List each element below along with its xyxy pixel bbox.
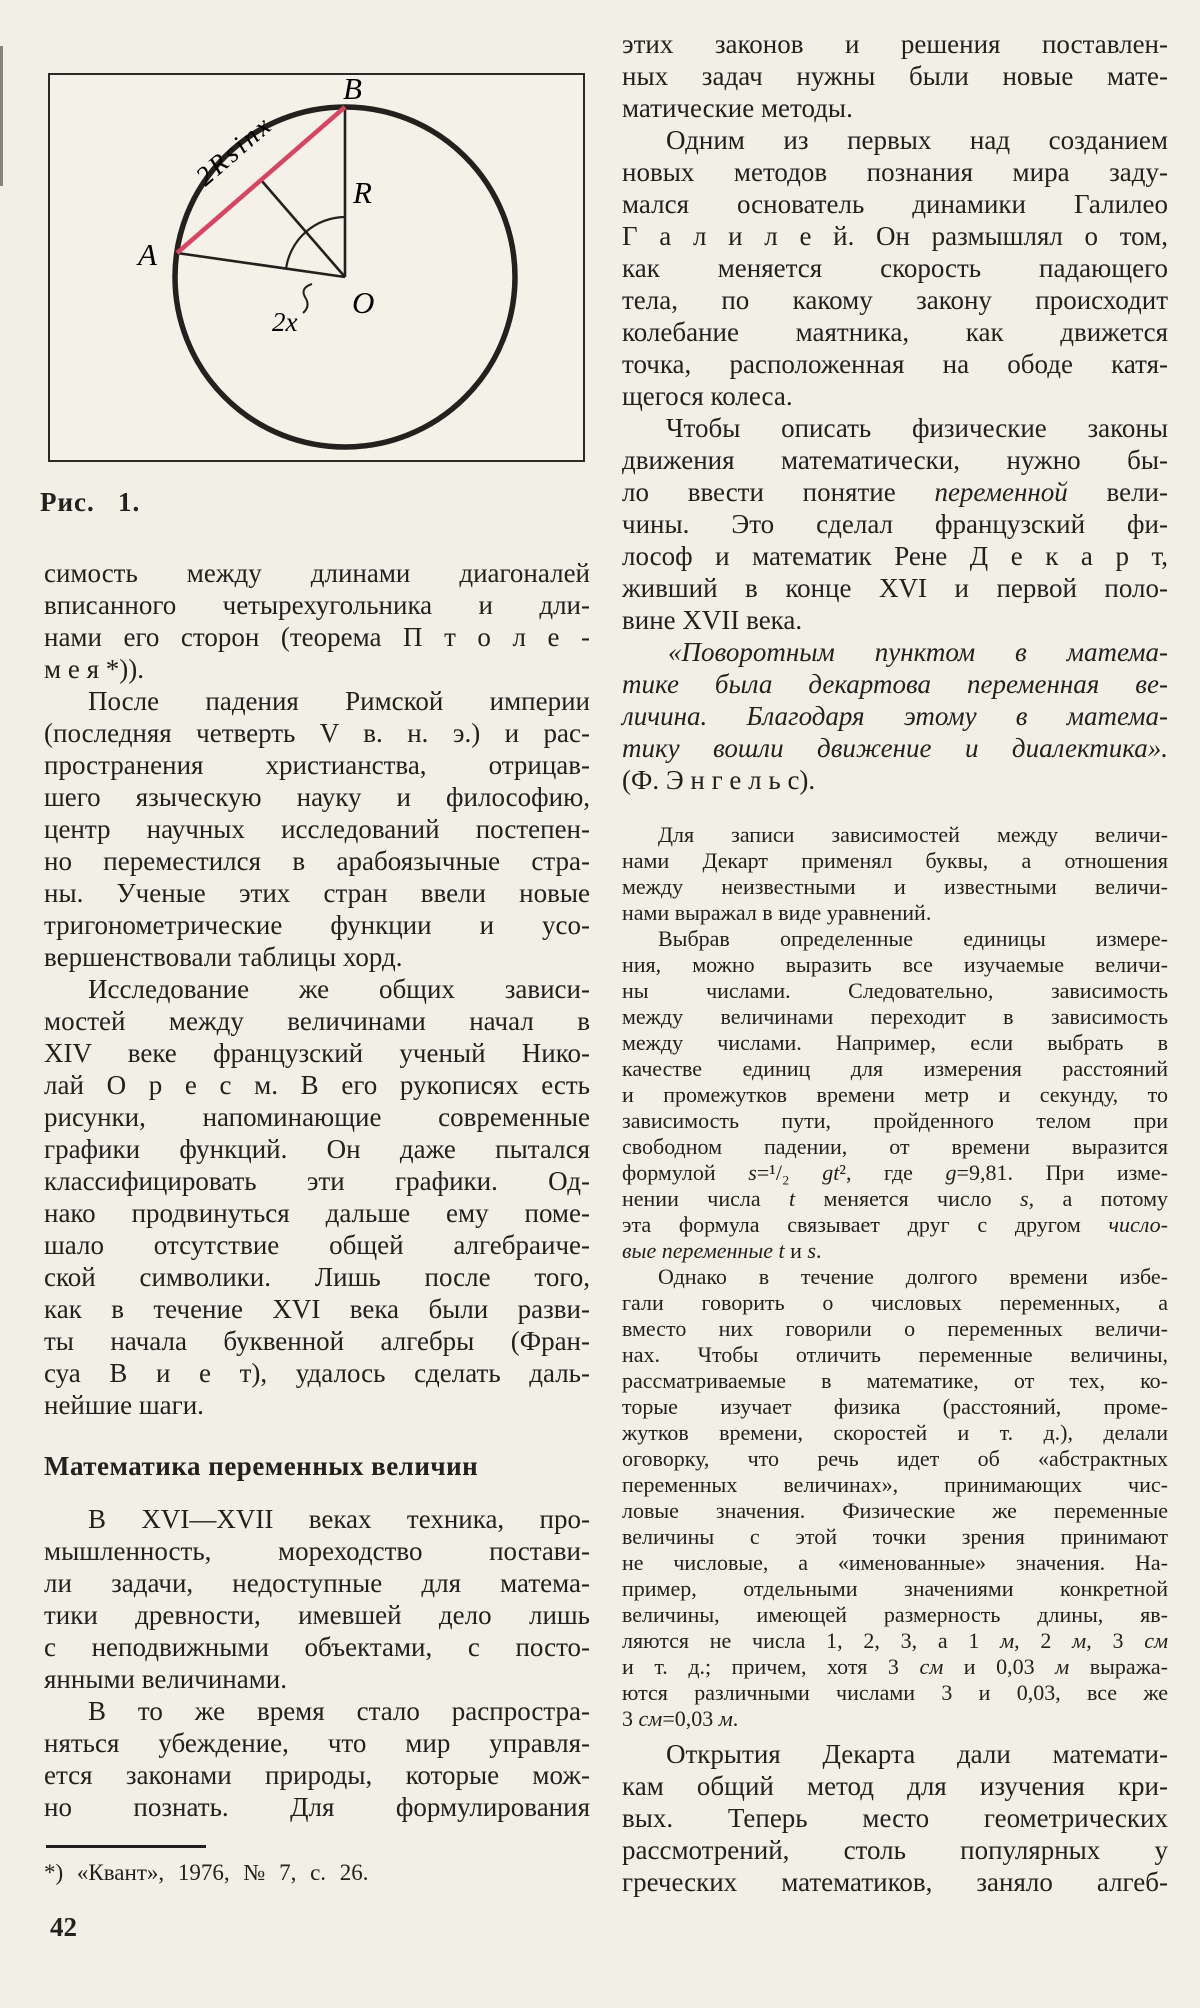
figure-caption: Рис. 1. — [40, 487, 141, 517]
text-line: ются различными числами 3 и 0,03, все же — [622, 1680, 1168, 1705]
text-line: между неизвестными и известными величи- — [622, 874, 1168, 899]
text-line: ны числами. Следовательно, зависимость — [622, 978, 1168, 1003]
text-line: Одним из первых над созданием — [666, 125, 1168, 155]
text-line: классифицировать эти графики. Од- — [44, 1166, 590, 1196]
text-line: как меняется скорость падающего — [622, 253, 1168, 283]
page-number: 42 — [50, 1912, 77, 1942]
text-line: Чтобы описать физические законы — [666, 413, 1168, 443]
text-line: переменных величинах», принимающих чис- — [622, 1472, 1168, 1497]
text-line: с неподвижными объектами, с посто- — [44, 1632, 590, 1662]
text-line: нами Декарт применял буквы, а отношения — [622, 848, 1168, 873]
paragraph — [44, 557, 590, 685]
text-line: Открытия Декарта дали математи- — [666, 1739, 1168, 1769]
text-line: тике была декартова переменная ве- — [622, 669, 1168, 699]
text-line: няться убеждение, что мир управля- — [44, 1728, 590, 1758]
text-line: не числовые, а «именованные» значения. На- — [622, 1550, 1168, 1575]
paragraph — [622, 636, 1168, 764]
text-line: кам общий метод для изучения кри- — [622, 1771, 1168, 1801]
label-angle-2x: 2x — [272, 307, 298, 337]
text-line: лай О р е с м. В его рукописях есть — [44, 1070, 590, 1100]
text-line: вых. Теперь место геометрических — [622, 1803, 1168, 1833]
text-line: ло ввести понятие переменной вели- — [622, 477, 1168, 507]
text-line: нейшие шаги. — [44, 1390, 204, 1420]
text-line: торые изучает физика (расстояний, проме- — [622, 1394, 1168, 1419]
text-line: тригонометрические функции и усо- — [44, 910, 590, 940]
text-line: как в течение XVI века были разви- — [44, 1294, 590, 1324]
text-line: «Поворотным пунктом в матема- — [668, 637, 1168, 667]
angle-leader-squiggle — [303, 284, 312, 313]
text-line: мостей между величинами начал в — [44, 1006, 590, 1036]
text-line: м е я *)). — [44, 654, 144, 684]
text-line: Математика переменных величин — [44, 1451, 479, 1481]
text-line: щегося колеса. — [622, 381, 793, 411]
text-line: янными величинами. — [44, 1664, 287, 1694]
text-line: шего языческую науку и философию, — [44, 782, 590, 812]
label-O: O — [352, 285, 375, 320]
line-OA — [177, 253, 345, 277]
text-line: мался основатель динамики Галилео — [622, 189, 1168, 219]
perpendicular-OM — [261, 180, 345, 277]
text-line: мышленность, мореходство постави- — [44, 1536, 590, 1566]
text-line: ловые значения. Физические же переменные — [622, 1498, 1168, 1523]
text-line: вершенствовали таблицы хорд. — [44, 942, 403, 972]
text-line: качестве единиц для измерения расстояний — [622, 1056, 1168, 1081]
paragraph — [622, 1264, 1168, 1732]
text-line: тику вошли движение и диалектика». — [622, 733, 1168, 763]
text-line: тела, по какому закону происходит — [622, 285, 1168, 315]
scan-edge-artifact — [0, 46, 3, 186]
text-line: чины. Это сделал французский фи- — [622, 509, 1168, 539]
text-line: ния, можно выразить все изучаемые величи- — [622, 952, 1168, 977]
paragraph — [622, 1738, 1168, 1898]
text-line: рисунки, напоминающие современные — [44, 1102, 590, 1132]
figure-box — [48, 73, 585, 462]
label-A: A — [138, 237, 157, 272]
text-line: XIV веке французский ученый Нико- — [44, 1038, 590, 1068]
text-line: и т. д.; причем, хотя 3 см и 0,03 м выража- — [622, 1654, 1168, 1679]
text-line: гали говорить о числовых переменных, а — [622, 1290, 1168, 1315]
paragraph — [44, 685, 590, 973]
text-line: величины с этой точки зрения принимают — [622, 1524, 1168, 1549]
text-line: зависимость пути, пройденного телом при — [622, 1108, 1168, 1133]
text-line: Однако в течение долгого времени избе- — [658, 1264, 1168, 1289]
text-line: нами выражал в виде уравнений. — [622, 900, 932, 925]
left-column — [44, 557, 590, 1823]
text-line: новых методов познания мира заду- — [622, 157, 1168, 187]
paragraph — [622, 764, 1168, 796]
text-line: тики древности, имевшей дело лишь — [44, 1600, 590, 1630]
text-line: но познать. Для формулирования — [44, 1792, 590, 1822]
paragraph — [44, 973, 590, 1421]
text-line: вписанного четырехугольника и дли- — [44, 590, 590, 620]
text-line: оговорку, что речь идет об «абстрактных — [622, 1446, 1168, 1471]
text-line: вместо них говорили о переменных величи- — [622, 1316, 1168, 1341]
paragraph — [622, 28, 1168, 124]
label-R: R — [353, 175, 372, 210]
footnote-rule — [46, 1845, 206, 1848]
text-line: рассматриваемые в математике, от тех, ко- — [622, 1368, 1168, 1393]
text-line: симость между длинами диагоналей — [44, 558, 590, 588]
text-line: между числами. Например, если выбрать в — [622, 1030, 1168, 1055]
text-line: ных задач нужны были новые мате- — [622, 61, 1168, 91]
text-line: пространения христианства, отрицав- — [44, 750, 590, 780]
text-line: графики функций. Он даже пытался — [44, 1134, 590, 1164]
text-line: лософ и математик Рене Д е к а р т, — [622, 541, 1168, 571]
text-line: величины, имеющей размерность длины, яв- — [622, 1602, 1168, 1627]
paragraph — [622, 822, 1168, 926]
text-line: матические методы. — [622, 93, 853, 123]
text-line: греческих математиков, заняло алгеб- — [622, 1867, 1168, 1897]
text-line: нах. Чтобы отличить переменные величины, — [622, 1342, 1168, 1367]
text-line: (Ф. Э н г е л ь с). — [622, 765, 816, 795]
text-line: эта формула связывает друг с другом число- — [622, 1212, 1168, 1237]
text-line: В то же время стало распростра- — [88, 1696, 590, 1726]
text-line: суа В и е т), удалось сделать даль- — [44, 1358, 590, 1388]
text-line: нении числа t меняется число s, а потому — [622, 1186, 1168, 1211]
text-line: ской символики. Лишь после того, — [44, 1262, 590, 1292]
paragraph — [622, 926, 1168, 1264]
paragraph — [44, 1503, 590, 1695]
text-line: колебание маятника, как движется — [622, 317, 1168, 347]
text-line: (последняя четверть V в. н. э.) и рас- — [44, 718, 590, 748]
text-line: В XVI—XVII веках техника, про- — [88, 1504, 590, 1534]
text-line: живший в конце XVI и первой поло- — [622, 573, 1168, 603]
text-line: 3 см=0,03 м. — [622, 1706, 739, 1731]
text-line: но переместился в арабоязычные стра- — [44, 846, 590, 876]
text-line: свободном падении, от времени выразится — [622, 1134, 1168, 1159]
figure-circle-diagram — [50, 75, 583, 460]
text-line: центр научных исследований постепен- — [44, 814, 590, 844]
text-line: ты начала буквенной алгебры (Фран- — [44, 1326, 590, 1356]
text-line: между величинами переходит в зависимость — [622, 1004, 1168, 1029]
text-line: личина. Благодаря этому в матема- — [622, 701, 1168, 731]
text-line: точка, расположенная на ободе катя- — [622, 349, 1168, 379]
text-line: вине XVII века. — [622, 605, 803, 635]
paragraph — [622, 124, 1168, 412]
text-line: ляются не числа 1, 2, 3, а 1 м, 2 м, 3 см — [622, 1628, 1169, 1653]
text-line: После падения Римской империи — [88, 686, 590, 716]
right-column — [622, 28, 1168, 1898]
text-line: нако продвинуться дальше ему поме- — [44, 1198, 590, 1228]
text-line: Выбрав определенные единицы измере- — [658, 926, 1168, 951]
text-line: пример, отдельными значениями конкретной — [622, 1576, 1168, 1601]
paragraph — [44, 1695, 590, 1823]
text-line: движения математически, нужно бы- — [622, 445, 1168, 475]
text-line: Г а л и л е й. Он размышлял о том, — [622, 221, 1168, 251]
footnote: *) «Квант», 1976, № 7, с. 26. — [44, 1860, 369, 1885]
text-line: ны. Ученые этих стран ввели новые — [44, 878, 590, 908]
text-line: Исследование же общих зависи- — [88, 974, 590, 1004]
text-line: и промежутков времени метр и секунду, то — [622, 1082, 1168, 1107]
text-line: этих законов и решения поставлен- — [622, 29, 1168, 59]
text-line: жутков времени, скоростей и т. д.), делали — [622, 1420, 1168, 1445]
text-line: нами его сторон (теорема П т о л е - — [44, 622, 590, 652]
label-chord-2Rsinx: 2Rsinx — [189, 108, 279, 192]
text-line: вые переменные t и s. — [622, 1238, 822, 1263]
section-heading — [44, 1450, 590, 1482]
label-B: B — [343, 75, 362, 106]
text-line: ется законами природы, которые мож- — [44, 1760, 590, 1790]
text-line: формулой s=¹/₂ gt², где g=9,81. При изме- — [622, 1160, 1168, 1185]
text-line: ли задачи, недоступные для матема- — [44, 1568, 590, 1598]
text-line: шало отсутствие общей алгебраиче- — [44, 1230, 590, 1260]
text-line: Для записи зависимостей между величи- — [658, 822, 1168, 847]
paragraph — [622, 412, 1168, 636]
text-line: рассмотрений, столь популярных у — [622, 1835, 1168, 1865]
